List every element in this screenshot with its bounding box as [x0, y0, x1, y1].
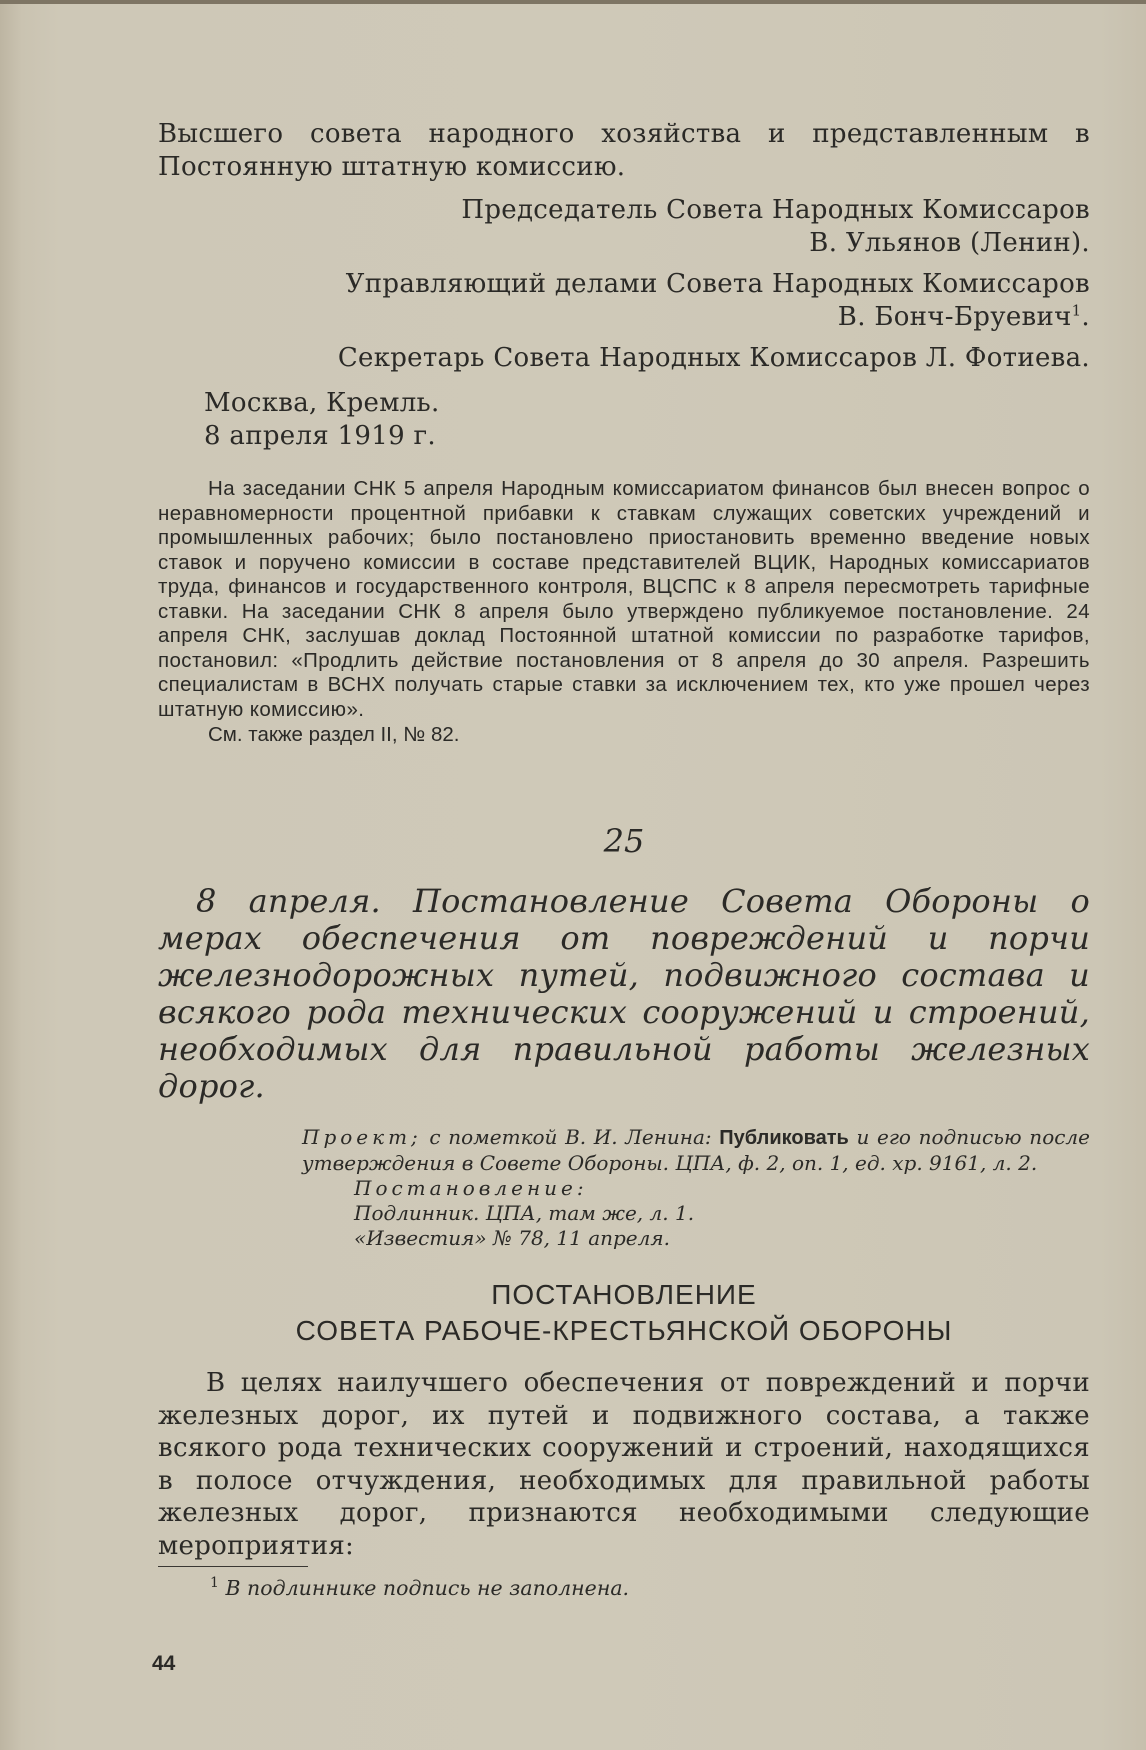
decree-heading-line2: СОВЕТА РАБОЧЕ-КРЕСТЬЯНСКОЙ ОБОРОНЫ [295, 1315, 953, 1346]
signature-name: В. Ульянов (Ленин). [809, 228, 1090, 258]
source-project-text: с пометкой В. И. Ленина: [429, 1125, 712, 1149]
footnote-divider [158, 1566, 308, 1567]
signature-name [158, 301, 1090, 334]
decree-heading [158, 1277, 1090, 1349]
signature-manager [158, 268, 1090, 334]
signature-name-text: В. Бонч-Бруевич [837, 302, 1072, 332]
decree-heading-line1: ПОСТАНОВЛЕНИЕ [491, 1279, 757, 1310]
footnote-text: В подлиннике подпись не заполнена. [225, 1576, 630, 1600]
date: 8 апреля 1919 г. [204, 421, 436, 451]
editorial-note: На заседании СНК 5 апреля Народным комиссариатом финансов был внесен вопрос о неравномерности процентной прибавки к ставкам служащих советских учреждений и промышленных рабочих; было постановлено приостановить временно введение новых ставок и поручено комиссии в составе представителей ВЦИК, Народных комиссариатов труда, финансов и государственного контроля, ВЦСПС к 8 апреля пересмотреть тарифные ставки. На заседании СНК 8 апреля было утверждено публикуемое постановление. 24 апреля СНК, заслушав доклад Постоянной штатной комиссии по разработке тарифов, постановил: «Продлить действие постановления от 8 апреля до 30 апреля. Разрешить специалистам в ВСНХ получать старые ставки за исключением тех, кто уже прошел через штатную комиссию». [158, 477, 1090, 721]
source-project-label: Проект; [302, 1125, 422, 1149]
source-original: Подлинник. ЦПА, там же, л. 1. [354, 1201, 695, 1225]
signature-name-end: . [1081, 302, 1090, 332]
page-number: 44 [152, 1652, 176, 1675]
footnote-marker: 1 [1071, 301, 1082, 320]
source-project-bold: Публиковать [719, 1127, 849, 1149]
cross-reference: См. также раздел II, № 82. [208, 723, 460, 746]
signature-secretary [158, 342, 1090, 375]
footnote-number: 1 [210, 1575, 219, 1592]
page-content [158, 118, 1090, 1601]
signature-chairman [158, 194, 1090, 260]
place-date [158, 387, 1090, 453]
signature-title: Секретарь Совета Народных Комиссаров Л. Фотиева. [337, 343, 1090, 373]
decree-text: В целях наилучшего обеспечения от повреждений и порчи железных дорог, их путей и подвижного состава, а также всякого рода технических сооружений и строений, находящихся в полосе отчуждения, необходимых для правильной работы железных дорог, признаются необходимыми следующие мероприятия: [158, 1368, 1090, 1561]
source-project [302, 1125, 1090, 1176]
intro-paragraph: Высшего совета народного хозяйства и представленным в Постоянную штатную комиссию. [158, 119, 1090, 182]
signature-title: Председатель Совета Народных Комиссаров [461, 195, 1090, 225]
place: Москва, Кремль. [204, 388, 440, 418]
source-izvestia: «Известия» № 78, 11 апреля. [354, 1226, 670, 1250]
source-decree-label: Постановление: [354, 1176, 588, 1200]
source-project-rest: и его подписью после утверждения в Совете Обороны. ЦПА, ф. 2, оп. 1, ед. хр. 9161, л. 2. [302, 1125, 1090, 1175]
document-sources [302, 1125, 1090, 1251]
footnote [158, 1575, 1090, 1601]
signature-title: Управляющий делами Совета Народных Комиссаров [345, 269, 1090, 299]
document-title: 8 апреля. Постановление Совета Обороны о мерах обеспечения от повреждений и порчи железнодорожных путей, подвижного состава и всякого рода технических сооружений и строений, необходимых для правильной работы железных дорог. [158, 882, 1090, 1105]
document-number: 25 [603, 822, 645, 860]
